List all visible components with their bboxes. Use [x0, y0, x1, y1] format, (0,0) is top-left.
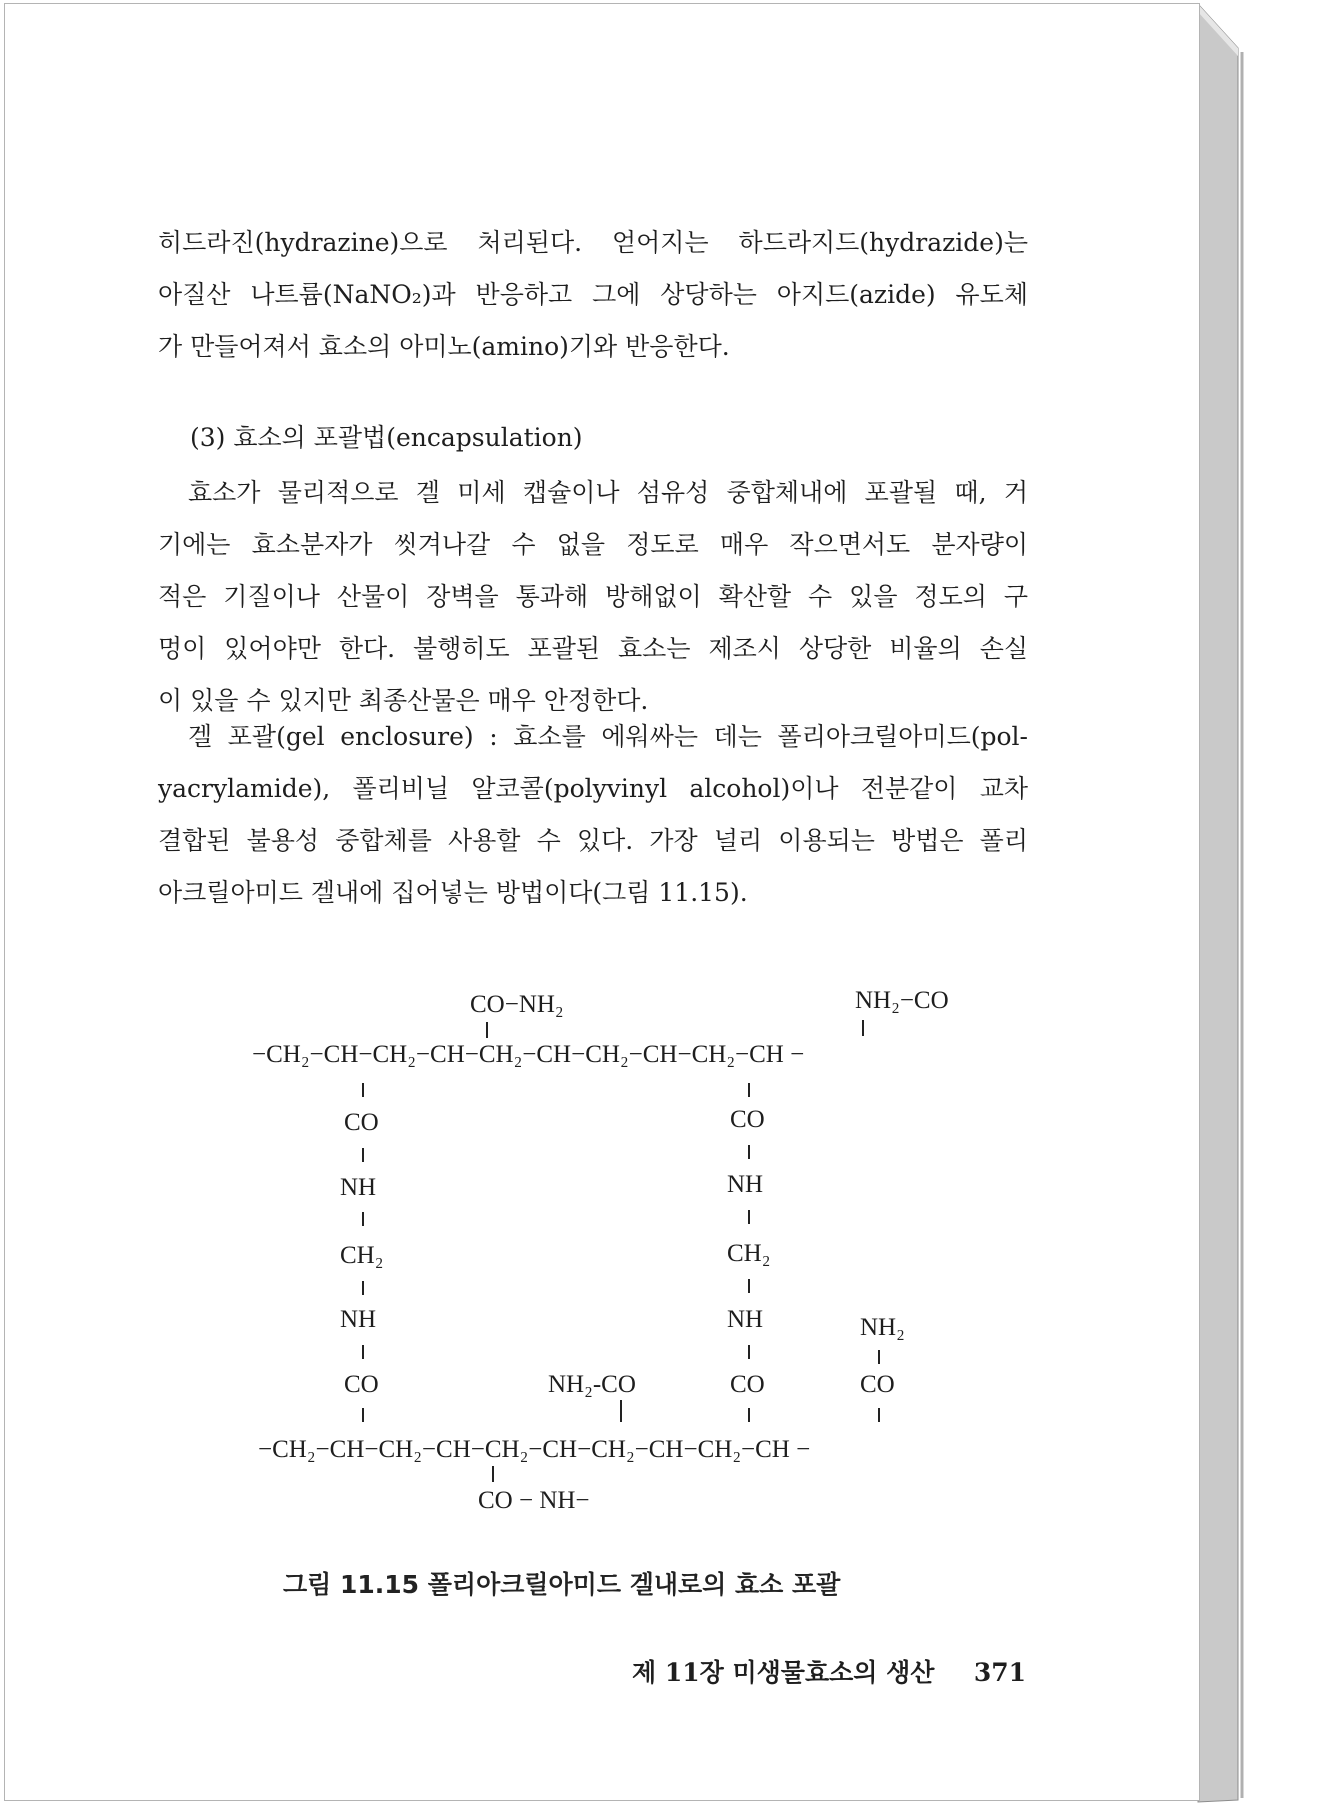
bond-line [748, 1083, 750, 1097]
bond-line [748, 1345, 750, 1359]
top-right-substituent: NH₂−CO [855, 987, 949, 1014]
mid-branch-co2nd: CO [730, 1371, 765, 1398]
text-line: yacrylamide), 폴리비닐 알코콜(polyvinyl alcohol)이나 전분같이 교차 [158, 774, 1028, 803]
text-line: 결합된 불용성 중합체를 사용할 수 있다. 가장 널리 이용되는 방법은 폴리 [158, 826, 1028, 855]
paragraph-hydrazide [158, 217, 1028, 373]
figure-caption: 그림 11.15 폴리아크릴아미드 겔내로의 효소 포괄 [283, 1570, 841, 1599]
bond-line [748, 1408, 750, 1422]
text-line: 아크릴아미드 겔내에 집어넣는 방법이다(그림 11.15). [158, 878, 748, 907]
bond-line [878, 1350, 880, 1364]
bond-line [748, 1279, 750, 1293]
bond-line [362, 1212, 364, 1226]
bond-line [362, 1281, 364, 1295]
mid-branch-co: CO [730, 1106, 765, 1133]
bottom-polymer-chain: −CH₂−CH−CH₂−CH−CH₂−CH−CH₂−CH−CH₂−CH − [258, 1436, 811, 1463]
text-line: 적은 기질이나 산물이 장벽을 통과해 방해없이 확산할 수 있을 정도의 구 [158, 582, 1028, 611]
bond-line [362, 1083, 364, 1097]
chapter-title: 제 11장 미생물효소의 생산 [632, 1658, 935, 1687]
text-line: 멍이 있어야만 한다. 불행히도 포괄된 효소는 제조시 상당한 비율의 손실 [158, 634, 1028, 663]
text-line: 이 있을 수 있지만 최종산물은 매우 안정한다. [158, 686, 649, 715]
left-branch-co2nd: CO [344, 1371, 379, 1398]
section-heading: (3) 효소의 포괄법(encapsulation) [190, 423, 583, 452]
bond-line [362, 1148, 364, 1162]
bottom-mid-substituent: NH₂-CO [548, 1371, 636, 1398]
bond-line [748, 1210, 750, 1224]
left-branch-ch2: CH₂ [340, 1242, 384, 1269]
text-line: 가 만들어져서 효소의 아미노(amino)기와 반응한다. [158, 332, 730, 361]
left-branch-nh: NH [340, 1174, 377, 1201]
bond-line [862, 1020, 864, 1036]
bond-line [362, 1345, 364, 1359]
paragraph-gel-enclosure [158, 711, 1028, 919]
mid-branch-nh: NH [727, 1171, 764, 1198]
mid-branch-nh2nd: NH [727, 1306, 764, 1333]
left-branch-nh2nd: NH [340, 1306, 377, 1333]
top-left-substituent: CO−NH₂ [470, 991, 564, 1018]
right-group-nh2: NH₂ [860, 1314, 905, 1341]
bond-line [486, 1022, 488, 1038]
text-line: 기에는 효소분자가 씻겨나갈 수 없을 정도로 매우 작으면서도 분자량이 [158, 530, 1028, 559]
text-line: 겔 포괄(gel enclosure) : 효소를 에워싸는 데는 폴리아크릴아미드(pol- [188, 722, 1028, 751]
bottom-substituent: CO − NH− [478, 1487, 590, 1514]
text-line: 효소가 물리적으로 겔 미세 캡슐이나 섬유성 중합체내에 포괄될 때, 거 [188, 478, 1028, 507]
right-group-co: CO [860, 1371, 895, 1398]
bond-line [878, 1408, 880, 1422]
bond-line [620, 1400, 622, 1422]
top-polymer-chain: −CH₂−CH−CH₂−CH−CH₂−CH−CH₂−CH−CH₂−CH − [252, 1041, 805, 1068]
text-line: 아질산 나트륨(NaNO₂)과 반응하고 그에 상당하는 아지드(azide) 유도체 [158, 280, 1028, 309]
page-footer [632, 1653, 1026, 1689]
bond-line [362, 1408, 364, 1422]
bond-line [748, 1145, 750, 1159]
paragraph-encapsulation [158, 467, 1028, 727]
text-line: 히드라진(hydrazine)으로 처리된다. 얻어지는 하드라지드(hydrazide)는 [158, 228, 1028, 257]
page-number: 371 [973, 1658, 1027, 1687]
bond-line [492, 1466, 494, 1482]
left-branch-co: CO [344, 1109, 379, 1136]
mid-branch-ch2: CH₂ [727, 1240, 771, 1267]
